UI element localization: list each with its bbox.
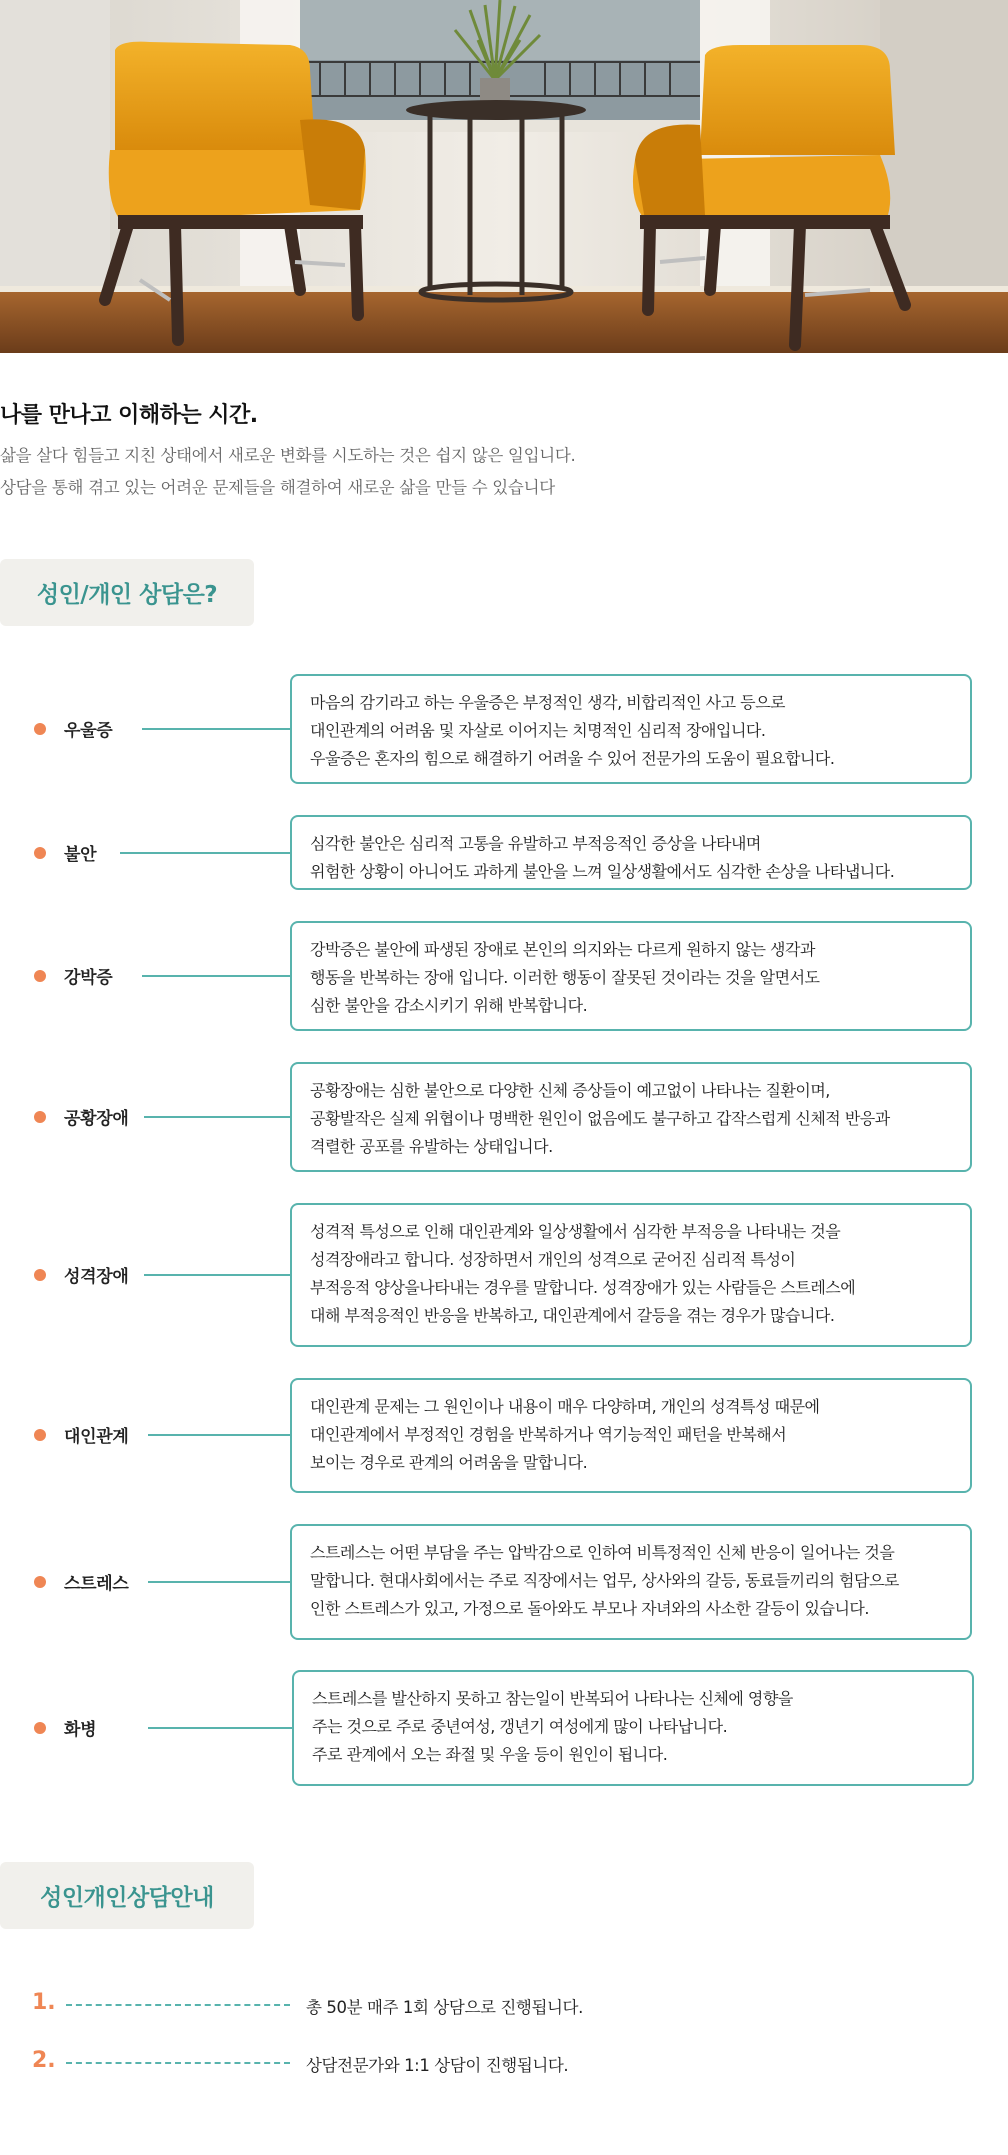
description-line: 인한 스트레스가 있고, 가정으로 돌아와도 부모나 자녀와의 사소한 갈등이 있습니다. xyxy=(310,1599,869,1618)
description-line: 보이는 경우로 관계의 어려움을 말합니다. xyxy=(310,1453,588,1472)
description-line: 강박증은 불안에 파생된 장애로 본인의 의지와는 다르게 원하지 않는 생각과 xyxy=(310,940,815,959)
description-line: 대인관계에서 부정적인 경험을 반복하거나 역기능적인 패턴을 반복해서 xyxy=(310,1425,787,1444)
description-line: 대해 부적응적인 반응을 반복하고, 대인관계에서 갈등을 겪는 경우가 많습니다. xyxy=(310,1306,835,1325)
bullet-dot-icon xyxy=(34,723,46,735)
topic-description-box xyxy=(290,815,972,890)
description-line: 심각한 불안은 심리적 고통을 유발하고 부적응적인 증상을 나타내며 xyxy=(310,834,761,853)
bullet-dot-icon xyxy=(34,1111,46,1123)
description-line: 대인관계 문제는 그 원인이나 내용이 매우 다양하며, 개인의 성격특성 때문에 xyxy=(310,1397,820,1416)
description-line: 격렬한 공포를 유발하는 상태입니다. xyxy=(310,1137,553,1156)
section-title: 성인/개인 상담은? xyxy=(36,582,218,608)
guide-number: 2. xyxy=(32,2048,56,2073)
topic-description-box xyxy=(290,921,972,1031)
guide-item-1 xyxy=(0,1990,1008,2020)
topic-label: 우울증 xyxy=(64,721,113,741)
dashed-line xyxy=(66,2062,290,2064)
bullet-dot-icon xyxy=(34,1269,46,1281)
description-line: 우울증은 혼자의 힘으로 해결하기 어려울 수 있어 전문가의 도움이 필요합니다. xyxy=(310,749,835,768)
topic-row-panic-disorder xyxy=(0,1062,1008,1172)
description-line: 공황장애는 심한 불안으로 다양한 신체 증상들이 예고없이 나타나는 질환이며, xyxy=(310,1081,830,1100)
topic-description-box xyxy=(290,1062,972,1172)
connector-line xyxy=(144,1116,290,1118)
description-line: 부적응적 양상을나타내는 경우를 말합니다. 성격장애가 있는 사람들은 스트레스에 xyxy=(310,1278,856,1297)
description-line: 공황발작은 실제 위협이나 명백한 원인이 없음에도 불구하고 갑작스럽게 신체적 반응과 xyxy=(310,1109,890,1128)
connector-line xyxy=(120,852,290,854)
bullet-dot-icon xyxy=(34,1722,46,1734)
connector-line xyxy=(144,1274,290,1276)
section-header-counseling-guide xyxy=(0,1862,254,1929)
description-line: 대인관계의 어려움 및 자살로 이어지는 치명적인 심리적 장애입니다. xyxy=(310,721,766,740)
description-line: 말합니다. 현대사회에서는 주로 직장에서는 업무, 상사와의 갈등, 동료들끼리의 험담으로 xyxy=(310,1571,899,1590)
dashed-line xyxy=(66,2004,290,2006)
description-line: 성격적 특성으로 인해 대인관계와 일상생활에서 심각한 부적응을 나타내는 것을 xyxy=(310,1222,841,1241)
section-title: 성인개인상담안내 xyxy=(40,1885,214,1911)
connector-line xyxy=(148,1434,290,1436)
guide-item-2 xyxy=(0,2048,1008,2078)
topic-label: 공황장애 xyxy=(64,1109,129,1129)
intro-line-1: 삶을 살다 힘들고 지친 상태에서 새로운 변화를 시도하는 것은 쉽지 않은 일입니다. xyxy=(0,446,576,465)
topic-row-personality-disorder xyxy=(0,1203,1008,1347)
description-line: 주는 것으로 주로 중년여성, 갱년기 여성에게 많이 나타납니다. xyxy=(312,1717,728,1736)
description-line: 성격장애라고 합니다. 성장하면서 개인의 성격으로 굳어진 심리적 특성이 xyxy=(310,1250,796,1269)
topic-description-box xyxy=(290,1203,972,1347)
topic-description-box xyxy=(290,1378,972,1493)
bullet-dot-icon xyxy=(34,847,46,859)
topic-description-box xyxy=(290,674,972,784)
topic-row-hwabyung xyxy=(0,1670,1008,1786)
topic-row-interpersonal xyxy=(0,1378,1008,1493)
connector-line xyxy=(142,975,290,977)
connector-line xyxy=(142,728,290,730)
armchairs-room-photo-icon xyxy=(0,0,1008,353)
topic-row-stress xyxy=(0,1524,1008,1640)
guide-number: 1. xyxy=(32,1990,56,2015)
topic-description-box xyxy=(290,1524,972,1640)
bullet-dot-icon xyxy=(34,970,46,982)
description-line: 위험한 상황이 아니어도 과하게 불안을 느껴 일상생활에서도 심각한 손상을 나타냅니다. xyxy=(310,862,895,881)
bullet-dot-icon xyxy=(34,1576,46,1588)
connector-line xyxy=(148,1727,292,1729)
topic-row-anxiety xyxy=(0,815,1008,890)
topic-label: 대인관계 xyxy=(64,1427,129,1447)
bullet-dot-icon xyxy=(34,1429,46,1441)
section-header-adult-counseling xyxy=(0,559,254,626)
description-line: 심한 불안을 감소시키기 위해 반복합니다. xyxy=(310,996,588,1015)
topic-label: 스트레스 xyxy=(64,1574,129,1594)
topic-label: 불안 xyxy=(64,845,97,865)
description-line: 행동을 반복하는 장애 입니다. 이러한 행동이 잘못된 것이라는 것을 알면서도 xyxy=(310,968,820,987)
description-line: 주로 관계에서 오는 좌절 및 우울 등이 원인이 됩니다. xyxy=(312,1745,668,1764)
connector-line xyxy=(148,1581,290,1583)
guide-text: 총 50분 매주 1회 상담으로 진행됩니다. xyxy=(306,1998,583,2017)
topic-row-ocd xyxy=(0,921,1008,1031)
intro-line-2: 상담을 통해 겪고 있는 어려운 문제들을 해결하여 새로운 삶을 만들 수 있습니다 xyxy=(0,478,555,497)
topic-description-box xyxy=(292,1670,974,1786)
topic-label: 강박증 xyxy=(64,968,113,988)
description-line: 스트레스는 어떤 부담을 주는 압박감으로 인하여 비특정적인 신체 반응이 일어나는 것을 xyxy=(310,1543,895,1562)
guide-text: 상담전문가와 1:1 상담이 진행됩니다. xyxy=(306,2056,569,2075)
topic-label: 성격장애 xyxy=(64,1267,129,1287)
topic-label: 화병 xyxy=(64,1720,97,1740)
description-line: 마음의 감기라고 하는 우울증은 부정적인 생각, 비합리적인 사고 등으로 xyxy=(310,693,785,712)
intro-title: 나를 만나고 이해하는 시간. xyxy=(0,403,258,428)
hero-image xyxy=(0,0,1008,353)
topic-row-depression xyxy=(0,674,1008,784)
description-line: 스트레스를 발산하지 못하고 참는일이 반복되어 나타나는 신체에 영향을 xyxy=(312,1689,793,1708)
